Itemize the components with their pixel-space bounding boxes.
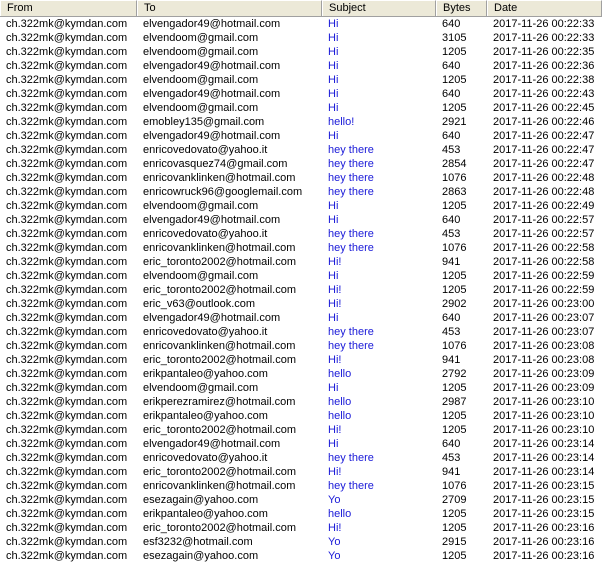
from-cell: ch.322mk@kymdan.com (6, 270, 128, 282)
bytes-cell: 640 (442, 214, 461, 226)
subject-cell: hey there (328, 452, 374, 464)
to-cell: eric_toronto2002@hotmail.com (143, 354, 297, 366)
date-cell: 2017-11-26 00:23:08 (493, 340, 595, 352)
table-row[interactable] (0, 451, 602, 465)
to-cell: elvendoom@gmail.com (143, 382, 259, 394)
subject-cell: Hi! (328, 522, 342, 534)
from-cell: ch.322mk@kymdan.com (6, 242, 128, 254)
bytes-cell: 453 (442, 326, 461, 338)
date-cell: 2017-11-26 00:23:14 (493, 438, 595, 450)
subject-cell: Hi (328, 46, 339, 58)
from-cell: ch.322mk@kymdan.com (6, 284, 128, 296)
from-cell: ch.322mk@kymdan.com (6, 340, 128, 352)
bytes-cell: 1205 (442, 74, 467, 86)
to-cell: elvendoom@gmail.com (143, 200, 259, 212)
date-cell: 2017-11-26 00:22:58 (493, 256, 595, 268)
from-cell: ch.322mk@kymdan.com (6, 382, 128, 394)
bytes-cell: 1205 (442, 550, 467, 562)
bytes-cell: 1205 (442, 46, 467, 58)
from-cell: ch.322mk@kymdan.com (6, 368, 128, 380)
to-cell: enricovedovato@yahoo.it (143, 144, 268, 156)
from-cell: ch.322mk@kymdan.com (6, 214, 128, 226)
date-cell: 2017-11-26 00:23:00 (493, 298, 595, 310)
table-row[interactable] (0, 143, 602, 157)
table-row[interactable] (0, 311, 602, 325)
bytes-cell: 640 (442, 18, 461, 30)
subject-cell: Hi (328, 74, 339, 86)
bytes-cell: 2792 (442, 368, 467, 380)
date-cell: 2017-11-26 00:23:08 (493, 354, 595, 366)
from-cell: ch.322mk@kymdan.com (6, 256, 128, 268)
date-cell: 2017-11-26 00:23:16 (493, 536, 595, 548)
subject-cell: Hi (328, 270, 339, 282)
to-cell: elvengador49@hotmail.com (143, 88, 281, 100)
from-cell: ch.322mk@kymdan.com (6, 298, 128, 310)
from-cell: ch.322mk@kymdan.com (6, 396, 128, 408)
table-row[interactable] (0, 171, 602, 185)
date-cell: 2017-11-26 00:23:15 (493, 508, 595, 520)
bytes-cell: 640 (442, 130, 461, 142)
from-cell: ch.322mk@kymdan.com (6, 354, 128, 366)
to-cell: elvengador49@hotmail.com (143, 60, 281, 72)
date-cell: 2017-11-26 00:22:45 (493, 102, 595, 114)
subject-cell: hey there (328, 228, 374, 240)
table-row[interactable] (0, 479, 602, 493)
date-cell: 2017-11-26 00:23:16 (493, 522, 595, 534)
subject-cell: Hi! (328, 256, 342, 268)
subject-cell: hey there (328, 158, 374, 170)
bytes-cell: 640 (442, 438, 461, 450)
subject-cell: Hi (328, 102, 339, 114)
subject-cell: Hi! (328, 466, 342, 478)
to-cell: esf3232@hotmail.com (143, 536, 253, 548)
bytes-cell: 941 (442, 256, 461, 268)
to-cell: elvengador49@hotmail.com (143, 130, 281, 142)
bytes-cell: 2709 (442, 494, 467, 506)
from-cell: ch.322mk@kymdan.com (6, 46, 128, 58)
to-cell: enricovanklinken@hotmail.com (143, 242, 296, 254)
column-header-date[interactable]: Date (487, 0, 602, 16)
to-cell: enricowruck96@googlemail.com (143, 186, 303, 198)
to-cell: elvengador49@hotmail.com (143, 18, 281, 30)
from-cell: ch.322mk@kymdan.com (6, 116, 128, 128)
from-cell: ch.322mk@kymdan.com (6, 452, 128, 464)
table-row[interactable] (0, 283, 602, 297)
table-row[interactable] (0, 101, 602, 115)
table-row[interactable] (0, 31, 602, 45)
subject-cell: Hi (328, 438, 339, 450)
subject-cell: Hi! (328, 298, 342, 310)
date-cell: 2017-11-26 00:22:49 (493, 200, 595, 212)
bytes-cell: 640 (442, 88, 461, 100)
date-cell: 2017-11-26 00:23:09 (493, 368, 595, 380)
date-cell: 2017-11-26 00:22:57 (493, 214, 595, 226)
from-cell: ch.322mk@kymdan.com (6, 130, 128, 142)
subject-cell: hello (328, 368, 352, 380)
from-cell: ch.322mk@kymdan.com (6, 438, 128, 450)
table-row[interactable] (0, 241, 602, 255)
bytes-cell: 1205 (442, 102, 467, 114)
date-cell: 2017-11-26 00:23:15 (493, 480, 595, 492)
from-cell: ch.322mk@kymdan.com (6, 74, 128, 86)
from-cell: ch.322mk@kymdan.com (6, 172, 128, 184)
date-cell: 2017-11-26 00:22:35 (493, 46, 595, 58)
table-row[interactable] (0, 269, 602, 283)
subject-cell: hey there (328, 480, 374, 492)
bytes-cell: 2915 (442, 536, 467, 548)
date-cell: 2017-11-26 00:22:59 (493, 284, 595, 296)
bytes-cell: 2921 (442, 116, 467, 128)
bytes-cell: 1076 (442, 480, 467, 492)
table-row[interactable] (0, 353, 602, 367)
subject-cell: Hi (328, 200, 339, 212)
table-row[interactable] (0, 465, 602, 479)
bytes-cell: 2863 (442, 186, 467, 198)
to-cell: eric_toronto2002@hotmail.com (143, 522, 297, 534)
to-cell: elvendoom@gmail.com (143, 74, 259, 86)
bytes-cell: 453 (442, 228, 461, 240)
table-row[interactable] (0, 157, 602, 171)
date-cell: 2017-11-26 00:22:46 (493, 116, 595, 128)
bytes-cell: 1205 (442, 424, 467, 436)
to-cell: enricovasquez74@gmail.com (143, 158, 288, 170)
table-row[interactable] (0, 507, 602, 521)
table-row[interactable] (0, 115, 602, 129)
column-header-row (0, 0, 602, 17)
to-cell: enricovedovato@yahoo.it (143, 326, 268, 338)
to-cell: esezagain@yahoo.com (143, 494, 259, 506)
subject-cell: hey there (328, 340, 374, 352)
subject-cell: hello (328, 508, 352, 520)
bytes-cell: 1076 (442, 242, 467, 254)
date-cell: 2017-11-26 00:22:33 (493, 32, 595, 44)
to-cell: elvendoom@gmail.com (143, 46, 259, 58)
table-row[interactable] (0, 17, 602, 31)
from-cell: ch.322mk@kymdan.com (6, 312, 128, 324)
table-row[interactable] (0, 87, 602, 101)
bytes-cell: 1205 (442, 410, 467, 422)
date-cell: 2017-11-26 00:23:07 (493, 312, 595, 324)
to-cell: esezagain@yahoo.com (143, 550, 259, 562)
table-row[interactable] (0, 521, 602, 535)
bytes-cell: 1205 (442, 284, 467, 296)
to-cell: elvengador49@hotmail.com (143, 438, 281, 450)
from-cell: ch.322mk@kymdan.com (6, 60, 128, 72)
bytes-cell: 2902 (442, 298, 467, 310)
date-cell: 2017-11-26 00:22:48 (493, 172, 595, 184)
table-row[interactable] (0, 437, 602, 451)
date-cell: 2017-11-26 00:22:57 (493, 228, 595, 240)
table-row[interactable] (0, 367, 602, 381)
to-cell: emobley135@gmail.com (143, 116, 265, 128)
from-cell: ch.322mk@kymdan.com (6, 32, 128, 44)
bytes-cell: 1076 (442, 172, 467, 184)
table-row[interactable] (0, 129, 602, 143)
date-cell: 2017-11-26 00:22:47 (493, 158, 595, 170)
date-cell: 2017-11-26 00:23:10 (493, 424, 595, 436)
subject-cell: Hi! (328, 284, 342, 296)
date-cell: 2017-11-26 00:23:16 (493, 550, 595, 562)
bytes-cell: 1205 (442, 382, 467, 394)
from-cell: ch.322mk@kymdan.com (6, 228, 128, 240)
bytes-cell: 941 (442, 466, 461, 478)
bytes-cell: 2854 (442, 158, 467, 170)
to-cell: elvendoom@gmail.com (143, 32, 259, 44)
table-row[interactable] (0, 395, 602, 409)
to-cell: enricovanklinken@hotmail.com (143, 480, 296, 492)
subject-cell: Hi (328, 32, 339, 44)
to-cell: eric_v63@outlook.com (143, 298, 256, 310)
bytes-cell: 640 (442, 312, 461, 324)
column-header-to[interactable]: To (137, 0, 322, 16)
date-cell: 2017-11-26 00:23:15 (493, 494, 595, 506)
table-row[interactable] (0, 227, 602, 241)
subject-cell: Hi (328, 312, 339, 324)
subject-cell: hello (328, 410, 352, 422)
from-cell: ch.322mk@kymdan.com (6, 536, 128, 548)
column-header-from[interactable]: From (0, 0, 137, 16)
bytes-cell: 1205 (442, 508, 467, 520)
to-cell: erikpantaleo@yahoo.com (143, 508, 268, 520)
bytes-cell: 1205 (442, 200, 467, 212)
to-cell: enricovedovato@yahoo.it (143, 452, 268, 464)
bytes-cell: 3105 (442, 32, 467, 44)
table-row[interactable] (0, 339, 602, 353)
date-cell: 2017-11-26 00:22:33 (493, 18, 595, 30)
date-cell: 2017-11-26 00:23:10 (493, 410, 595, 422)
from-cell: ch.322mk@kymdan.com (6, 18, 128, 30)
subject-cell: Yo (328, 550, 341, 562)
subject-cell: Hi (328, 88, 339, 100)
date-cell: 2017-11-26 00:23:09 (493, 382, 595, 394)
table-row[interactable] (0, 255, 602, 269)
from-cell: ch.322mk@kymdan.com (6, 102, 128, 114)
date-cell: 2017-11-26 00:22:48 (493, 186, 595, 198)
table-row[interactable] (0, 199, 602, 213)
date-cell: 2017-11-26 00:23:10 (493, 396, 595, 408)
to-cell: erikpantaleo@yahoo.com (143, 410, 268, 422)
from-cell: ch.322mk@kymdan.com (6, 480, 128, 492)
subject-cell: Hi! (328, 354, 342, 366)
to-cell: elvengador49@hotmail.com (143, 214, 281, 226)
subject-cell: hey there (328, 242, 374, 254)
date-cell: 2017-11-26 00:22:43 (493, 88, 595, 100)
table-row[interactable] (0, 73, 602, 87)
column-header-bytes[interactable]: Bytes (436, 0, 487, 16)
subject-cell: hey there (328, 172, 374, 184)
date-cell: 2017-11-26 00:22:38 (493, 74, 595, 86)
from-cell: ch.322mk@kymdan.com (6, 88, 128, 100)
table-row[interactable] (0, 535, 602, 549)
table-row[interactable] (0, 493, 602, 507)
to-cell: elvengador49@hotmail.com (143, 312, 281, 324)
subject-cell: Hi (328, 214, 339, 226)
date-cell: 2017-11-26 00:22:47 (493, 144, 595, 156)
table-row[interactable] (0, 297, 602, 311)
to-cell: eric_toronto2002@hotmail.com (143, 466, 297, 478)
subject-cell: Hi (328, 130, 339, 142)
date-cell: 2017-11-26 00:23:14 (493, 466, 595, 478)
subject-cell: hey there (328, 144, 374, 156)
bytes-cell: 453 (442, 452, 461, 464)
from-cell: ch.322mk@kymdan.com (6, 326, 128, 338)
table-row[interactable] (0, 409, 602, 423)
subject-cell: Hi! (328, 424, 342, 436)
table-row[interactable] (0, 549, 602, 563)
from-cell: ch.322mk@kymdan.com (6, 424, 128, 436)
to-cell: eric_toronto2002@hotmail.com (143, 284, 297, 296)
subject-cell: Hi (328, 18, 339, 30)
subject-cell: hello! (328, 116, 355, 128)
bytes-cell: 1205 (442, 522, 467, 534)
subject-cell: Yo (328, 494, 341, 506)
table-row[interactable] (0, 185, 602, 199)
bytes-cell: 1076 (442, 340, 467, 352)
from-cell: ch.322mk@kymdan.com (6, 144, 128, 156)
date-cell: 2017-11-26 00:22:36 (493, 60, 595, 72)
to-cell: erikpantaleo@yahoo.com (143, 368, 268, 380)
to-cell: enricovedovato@yahoo.it (143, 228, 268, 240)
to-cell: elvendoom@gmail.com (143, 102, 259, 114)
from-cell: ch.322mk@kymdan.com (6, 186, 128, 198)
column-header-subject[interactable]: Subject (322, 0, 436, 16)
date-cell: 2017-11-26 00:22:59 (493, 270, 595, 282)
from-cell: ch.322mk@kymdan.com (6, 466, 128, 478)
bytes-cell: 2987 (442, 396, 467, 408)
table-row[interactable] (0, 59, 602, 73)
from-cell: ch.322mk@kymdan.com (6, 410, 128, 422)
bytes-cell: 453 (442, 144, 461, 156)
subject-cell: Hi (328, 60, 339, 72)
table-row[interactable] (0, 325, 602, 339)
date-cell: 2017-11-26 00:22:47 (493, 130, 595, 142)
bytes-cell: 640 (442, 60, 461, 72)
from-cell: ch.322mk@kymdan.com (6, 508, 128, 520)
from-cell: ch.322mk@kymdan.com (6, 494, 128, 506)
table-row[interactable] (0, 213, 602, 227)
to-cell: enricovanklinken@hotmail.com (143, 340, 296, 352)
date-cell: 2017-11-26 00:23:14 (493, 452, 595, 464)
table-row[interactable] (0, 423, 602, 437)
to-cell: eric_toronto2002@hotmail.com (143, 256, 297, 268)
message-rows (0, 17, 602, 563)
from-cell: ch.322mk@kymdan.com (6, 522, 128, 534)
from-cell: ch.322mk@kymdan.com (6, 550, 128, 562)
subject-cell: hey there (328, 326, 374, 338)
date-cell: 2017-11-26 00:22:58 (493, 242, 595, 254)
to-cell: enricovanklinken@hotmail.com (143, 172, 296, 184)
to-cell: erikperezramirez@hotmail.com (143, 396, 296, 408)
subject-cell: hey there (328, 186, 374, 198)
from-cell: ch.322mk@kymdan.com (6, 200, 128, 212)
to-cell: eric_toronto2002@hotmail.com (143, 424, 297, 436)
table-row[interactable] (0, 381, 602, 395)
from-cell: ch.322mk@kymdan.com (6, 158, 128, 170)
to-cell: elvendoom@gmail.com (143, 270, 259, 282)
subject-cell: hello (328, 396, 352, 408)
bytes-cell: 1205 (442, 270, 467, 282)
subject-cell: Hi (328, 382, 339, 394)
date-cell: 2017-11-26 00:23:07 (493, 326, 595, 338)
table-row[interactable] (0, 45, 602, 59)
subject-cell: Yo (328, 536, 341, 548)
bytes-cell: 941 (442, 354, 461, 366)
